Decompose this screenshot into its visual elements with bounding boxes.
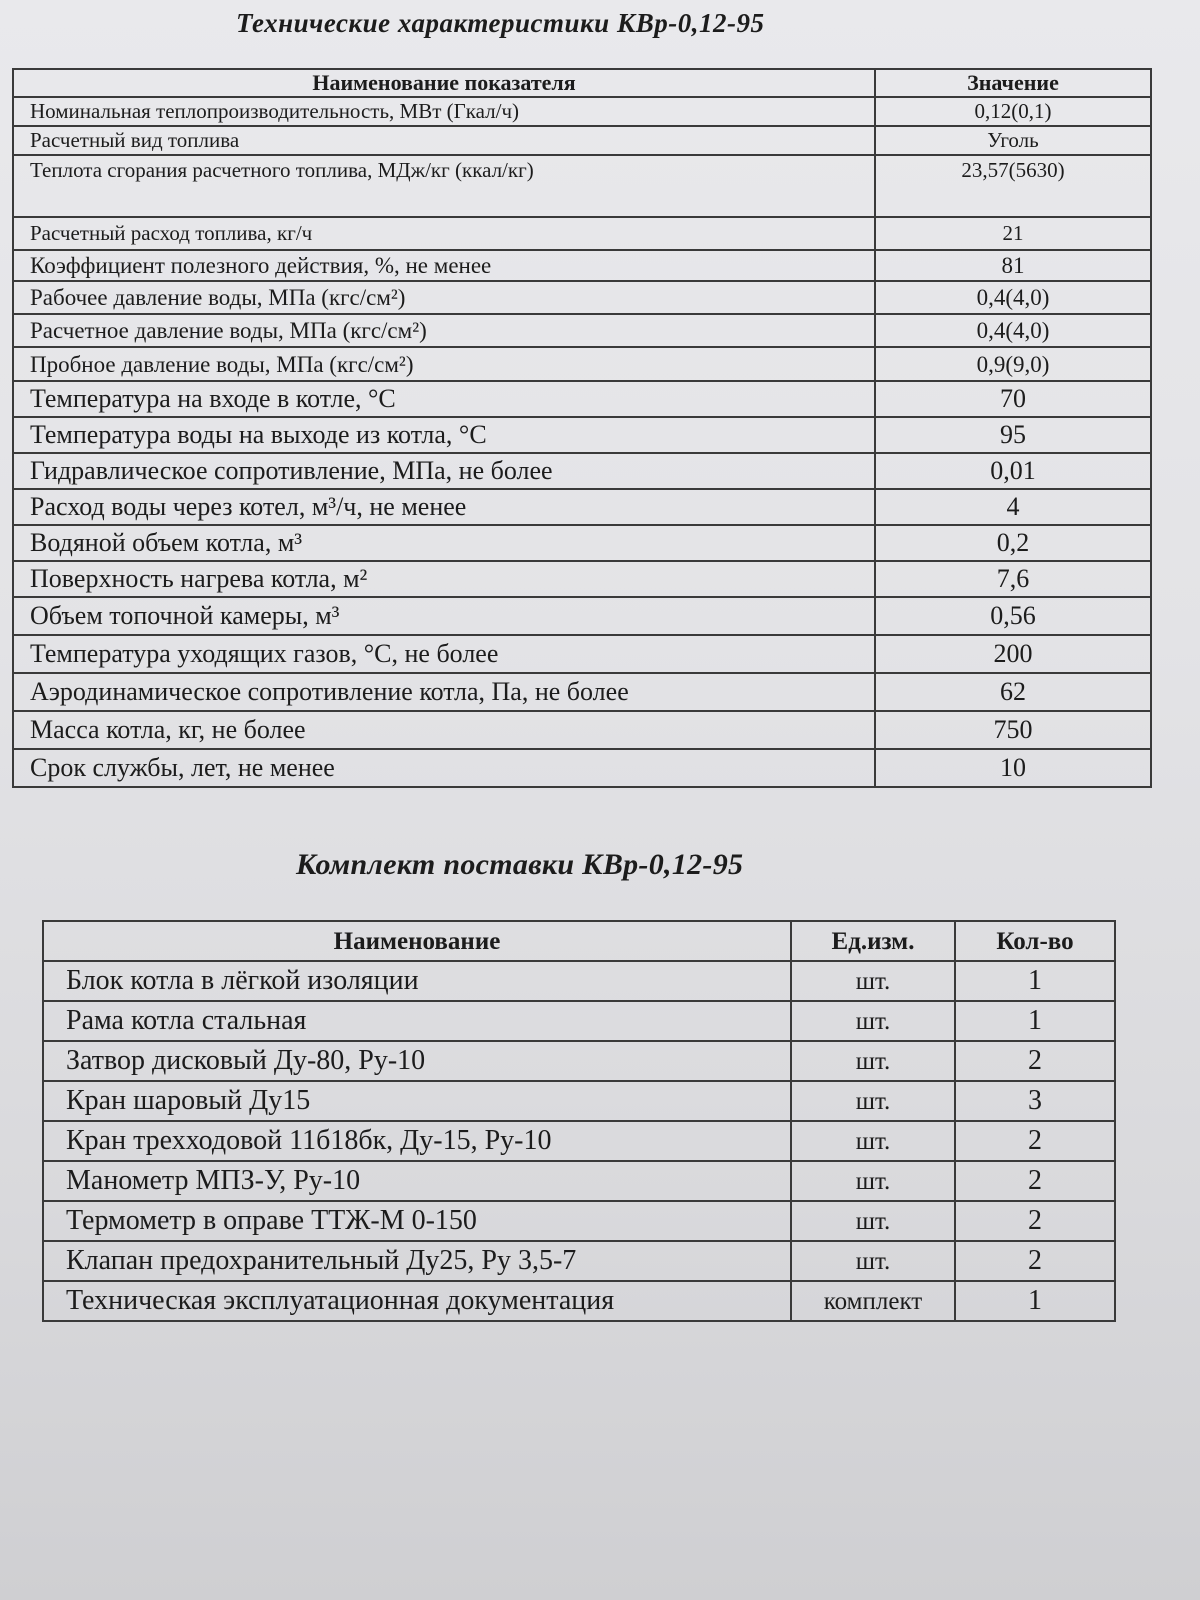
supply-header-name: Наименование bbox=[43, 921, 791, 961]
specs-cell-value: 23,57(5630) bbox=[875, 155, 1151, 217]
supply-cell-qty: 2 bbox=[955, 1121, 1115, 1161]
specs-cell-value: Уголь bbox=[875, 126, 1151, 155]
specs-cell-value: 4 bbox=[875, 489, 1151, 525]
supply-cell-name: Манометр МПЗ-У, Ру-10 bbox=[43, 1161, 791, 1201]
supply-cell-unit: шт. bbox=[791, 1241, 955, 1281]
specs-cell-name: Пробное давление воды, МПа (кгс/см²) bbox=[13, 347, 875, 381]
supply-cell-name: Рама котла стальная bbox=[43, 1001, 791, 1041]
specs-cell-name: Объем топочной камеры, м³ bbox=[13, 597, 875, 635]
supply-cell-name: Кран шаровый Ду15 bbox=[43, 1081, 791, 1121]
specs-title: Технические характеристики КВр-0,12-95 bbox=[236, 8, 765, 38]
supply-row bbox=[43, 1161, 1115, 1201]
specs-cell-value: 750 bbox=[875, 711, 1151, 749]
specs-cell-name: Поверхность нагрева котла, м² bbox=[13, 561, 875, 597]
specs-row bbox=[13, 347, 1151, 381]
specs-row bbox=[13, 217, 1151, 250]
specs-cell-name: Расчетное давление воды, МПа (кгс/см²) bbox=[13, 314, 875, 347]
specs-cell-value: 70 bbox=[875, 381, 1151, 417]
specs-cell-name: Расчетный расход топлива, кг/ч bbox=[13, 217, 875, 250]
supply-header-unit: Ед.изм. bbox=[791, 921, 955, 961]
specs-row bbox=[13, 489, 1151, 525]
supply-cell-qty: 2 bbox=[955, 1041, 1115, 1081]
specs-row bbox=[13, 561, 1151, 597]
supply-cell-unit: шт. bbox=[791, 961, 955, 1001]
specs-cell-name: Температура на входе в котле, °С bbox=[13, 381, 875, 417]
specs-cell-name: Рабочее давление воды, МПа (кгс/см²) bbox=[13, 281, 875, 314]
specs-row bbox=[13, 97, 1151, 126]
supply-cell-qty: 3 bbox=[955, 1081, 1115, 1121]
specs-cell-name: Номинальная теплопроизводительность, МВт (Гкал/ч) bbox=[13, 97, 875, 126]
specs-cell-value: 0,56 bbox=[875, 597, 1151, 635]
supply-row bbox=[43, 1041, 1115, 1081]
specs-cell-value: 0,4(4,0) bbox=[875, 314, 1151, 347]
specs-cell-value: 62 bbox=[875, 673, 1151, 711]
specs-cell-value: 21 bbox=[875, 217, 1151, 250]
supply-cell-qty: 1 bbox=[955, 1001, 1115, 1041]
specs-row bbox=[13, 381, 1151, 417]
specs-cell-value: 0,2 bbox=[875, 525, 1151, 561]
specs-cell-value: 200 bbox=[875, 635, 1151, 673]
specs-cell-value: 95 bbox=[875, 417, 1151, 453]
supply-cell-qty: 2 bbox=[955, 1241, 1115, 1281]
supply-cell-unit: шт. bbox=[791, 1001, 955, 1041]
supply-cell-name: Блок котла в лёгкой изоляции bbox=[43, 961, 791, 1001]
supply-row bbox=[43, 1281, 1115, 1321]
specs-cell-value: 0,9(9,0) bbox=[875, 347, 1151, 381]
supply-cell-name: Затвор дисковый Ду-80, Ру-10 bbox=[43, 1041, 791, 1081]
supply-row bbox=[43, 1201, 1115, 1241]
supply-cell-name: Термометр в оправе ТТЖ-М 0-150 bbox=[43, 1201, 791, 1241]
supply-row bbox=[43, 1081, 1115, 1121]
supply-cell-unit: шт. bbox=[791, 1081, 955, 1121]
supply-cell-qty: 1 bbox=[955, 961, 1115, 1001]
supply-row bbox=[43, 961, 1115, 1001]
specs-row bbox=[13, 281, 1151, 314]
supply-title: Комплект поставки КВр-0,12-95 bbox=[296, 848, 744, 881]
supply-cell-unit: шт. bbox=[791, 1201, 955, 1241]
specs-cell-name: Водяной объем котла, м³ bbox=[13, 525, 875, 561]
specs-row bbox=[13, 155, 1151, 217]
specs-header-row bbox=[13, 69, 1151, 97]
supply-row bbox=[43, 1241, 1115, 1281]
specs-cell-value: 81 bbox=[875, 250, 1151, 281]
specs-cell-value: 0,01 bbox=[875, 453, 1151, 489]
specs-cell-value: 0,12(0,1) bbox=[875, 97, 1151, 126]
specs-cell-name: Температура воды на выходе из котла, °С bbox=[13, 417, 875, 453]
specs-cell-name: Аэродинамическое сопротивление котла, Па, не более bbox=[13, 673, 875, 711]
specs-cell-name: Коэффициент полезного действия, %, не менее bbox=[13, 250, 875, 281]
supply-cell-qty: 2 bbox=[955, 1161, 1115, 1201]
specs-row bbox=[13, 673, 1151, 711]
supply-cell-unit: шт. bbox=[791, 1161, 955, 1201]
specs-row bbox=[13, 417, 1151, 453]
specs-header-name: Наименование показателя bbox=[13, 69, 875, 97]
specs-row bbox=[13, 749, 1151, 787]
specs-cell-name: Расчетный вид топлива bbox=[13, 126, 875, 155]
specs-cell-value: 10 bbox=[875, 749, 1151, 787]
supply-table bbox=[42, 920, 1116, 1322]
supply-cell-name: Кран трехходовой 11б18бк, Ду-15, Ру-10 bbox=[43, 1121, 791, 1161]
specs-cell-name: Расход воды через котел, м³/ч, не менее bbox=[13, 489, 875, 525]
supply-row bbox=[43, 1001, 1115, 1041]
specs-cell-name: Масса котла, кг, не более bbox=[13, 711, 875, 749]
specs-cell-name: Температура уходящих газов, °С, не более bbox=[13, 635, 875, 673]
supply-cell-name: Техническая эксплуатационная документация bbox=[43, 1281, 791, 1321]
supply-cell-unit: шт. bbox=[791, 1121, 955, 1161]
specs-header-value: Значение bbox=[875, 69, 1151, 97]
specs-row bbox=[13, 597, 1151, 635]
specs-cell-value: 0,4(4,0) bbox=[875, 281, 1151, 314]
supply-cell-qty: 2 bbox=[955, 1201, 1115, 1241]
specs-row bbox=[13, 453, 1151, 489]
specs-row bbox=[13, 250, 1151, 281]
supply-cell-name: Клапан предохранительный Ду25, Ру 3,5-7 bbox=[43, 1241, 791, 1281]
specs-row bbox=[13, 314, 1151, 347]
specs-cell-value: 7,6 bbox=[875, 561, 1151, 597]
supply-row bbox=[43, 1121, 1115, 1161]
specs-row bbox=[13, 525, 1151, 561]
supply-cell-unit: комплект bbox=[791, 1281, 955, 1321]
supply-cell-unit: шт. bbox=[791, 1041, 955, 1081]
supply-header-qty: Кол-во bbox=[955, 921, 1115, 961]
supply-cell-qty: 1 bbox=[955, 1281, 1115, 1321]
specs-row bbox=[13, 711, 1151, 749]
specs-row bbox=[13, 126, 1151, 155]
specs-cell-name: Теплота сгорания расчетного топлива, МДж/кг (ккал/кг) bbox=[13, 155, 875, 217]
specs-cell-name: Гидравлическое сопротивление, МПа, не более bbox=[13, 453, 875, 489]
specs-table bbox=[12, 68, 1152, 788]
supply-header-row bbox=[43, 921, 1115, 961]
specs-cell-name: Срок службы, лет, не менее bbox=[13, 749, 875, 787]
specs-row bbox=[13, 635, 1151, 673]
